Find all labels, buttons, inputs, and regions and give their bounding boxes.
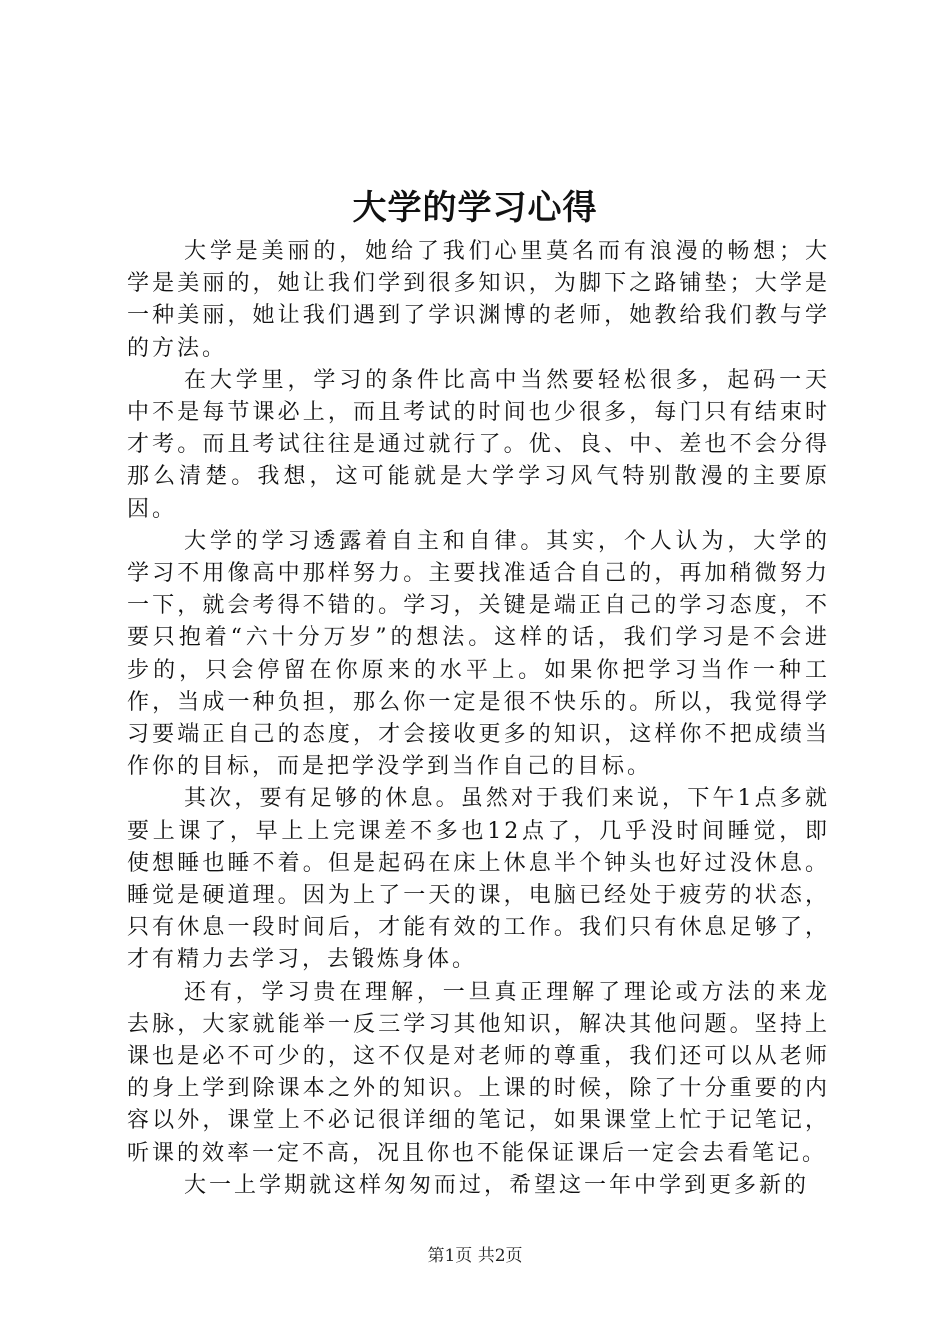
document-body <box>127 236 830 1202</box>
paragraph-3: 大学的学习透露着自主和自律。其实，个人认为，大学的学习不用像高中那样努力。主要找准适合自己的，再加稍微努力一下，就会考得不错的。学习，关键是端正自己的学习态度，不要只抱着“六十分万岁”的想法。这样的话，我们学习是不会进步的，只会停留在你原来的水平上。如果你把学习当作一种工作，当成一种负担，那么你一定是很不快乐的。所以，我觉得学习要端正自己的态度，才会接收更多的知识，这样你不把成绩当作你的目标，而是把学没学到当作自己的目标。 <box>127 528 830 780</box>
paragraph-4: 其次，要有足够的休息。虽然对于我们来说，下午1点多就要上课了，早上上完课差不多也12点了，几乎没时间睡觉，即使想睡也睡不着。但是起码在床上休息半个钟头也好过没休息。睡觉是硬道理。因为上了一天的课，电脑已经处于疲劳的状态，只有休息一段时间后，才能有效的工作。我们只有休息足够了，才有精力去学习，去锻炼身体。 <box>127 786 830 973</box>
page-number-footer: 第1页 共2页 <box>427 1246 523 1266</box>
document-title: 大学的学习心得 <box>352 188 598 228</box>
paragraph-5: 还有，学习贵在理解，一旦真正理解了理论或方法的来龙去脉，大家就能举一反三学习其他知识，解决其他问题。坚持上课也是必不可少的，这不仅是对老师的尊重，我们还可以从老师的身上学到除课本之外的知识。上课的时候，除了十分重要的内容以外，课堂上不必记很详细的笔记，如果课堂上忙于记笔记，听课的效率一定不高，况且你也不能保证课后一定会去看笔记。 <box>127 979 830 1166</box>
paragraph-1: 大学是美丽的，她给了我们心里莫名而有浪漫的畅想；大学是美丽的，她让我们学到很多知识，为脚下之路铺垫；大学是一种美丽，她让我们遇到了学识渊博的老师，她教给我们教与学的方法。 <box>127 239 830 361</box>
paragraph-6: 大一上学期就这样匆匆而过，希望这一年中学到更多新的 <box>184 1172 810 1198</box>
paragraph-2: 在大学里，学习的条件比高中当然要轻松很多，起码一天中不是每节课必上，而且考试的时间也少很多，每门只有结束时才考。而且考试往往是通过就行了。优、良、中、差也不会分得那么清楚。我想，这可能就是大学学习风气特别散漫的主要原因。 <box>127 367 830 522</box>
